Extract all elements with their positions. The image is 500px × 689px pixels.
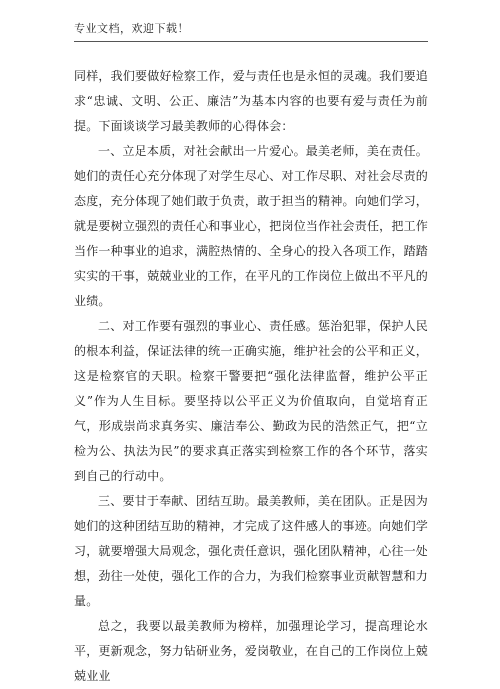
document-body xyxy=(74,64,428,689)
paragraph-point-one: 一、立足本质，对社会献出一片爱心。最美老师，美在责任。她们的责任心充分体现了对学生尽心、对工作尽职、对社会尽责的态度，充分体现了她们敢于负责，敢于担当的精神。向她们学习，就是要树立强烈的责任心和事业心，把岗位当作社会责任，把工作当作一种事业的追求，满腔热情的、全身心的投入各项工作，踏踏实实的干事，兢兢业业的工作，在平凡的工作岗位上做出不平凡的业绩。 xyxy=(74,144,428,308)
paragraph-intro: 同样，我们要做好检察工作，爱与责任也是永恒的灵魂。我们要追求“忠诚、文明、公正、廉洁”为基本内容的也要有爱与责任为前提。下面谈谈学习最美教师的心得体会： xyxy=(74,69,428,133)
page-header: 专业文档，欢迎下载！ xyxy=(74,22,189,35)
header-divider xyxy=(74,41,428,42)
paragraph-point-three: 三、要甘于奉献、团结互助。最美教师，美在团队。正是因为她们的这种团结互助的精神，才完成了这件感人的事迹。向她们学习，就要增强大局观念，强化责任意识，强化团队精神，心往一处想，劲往一处使，强化工作的合力，为我们检察事业贡献智慧和力量。 xyxy=(74,494,428,608)
paragraph-point-two: 二、对工作要有强烈的事业心、责任感。惩治犯罪，保护人民的根本利益，保证法律的统一正确实施，维护社会的公平和正义，这是检察官的天职。检察干警要把“强化法律监督，维护公平正义”作为人生目标。要坚持以公平正义为价值取向，自觉培育正气，形成崇尚求真务实、廉洁奉公、勤政为民的浩然正气，把“立检为公、执法为民”的要求真正落实到检察工作的各个环节，落实到自己的行动中。 xyxy=(74,319,428,483)
paragraph-conclusion: 总之，我要以最美教师为榜样，加强理论学习，提高理论水平，更新观念，努力钻研业务，爱岗敬业，在自己的工作岗位上兢兢业业 xyxy=(74,619,428,683)
